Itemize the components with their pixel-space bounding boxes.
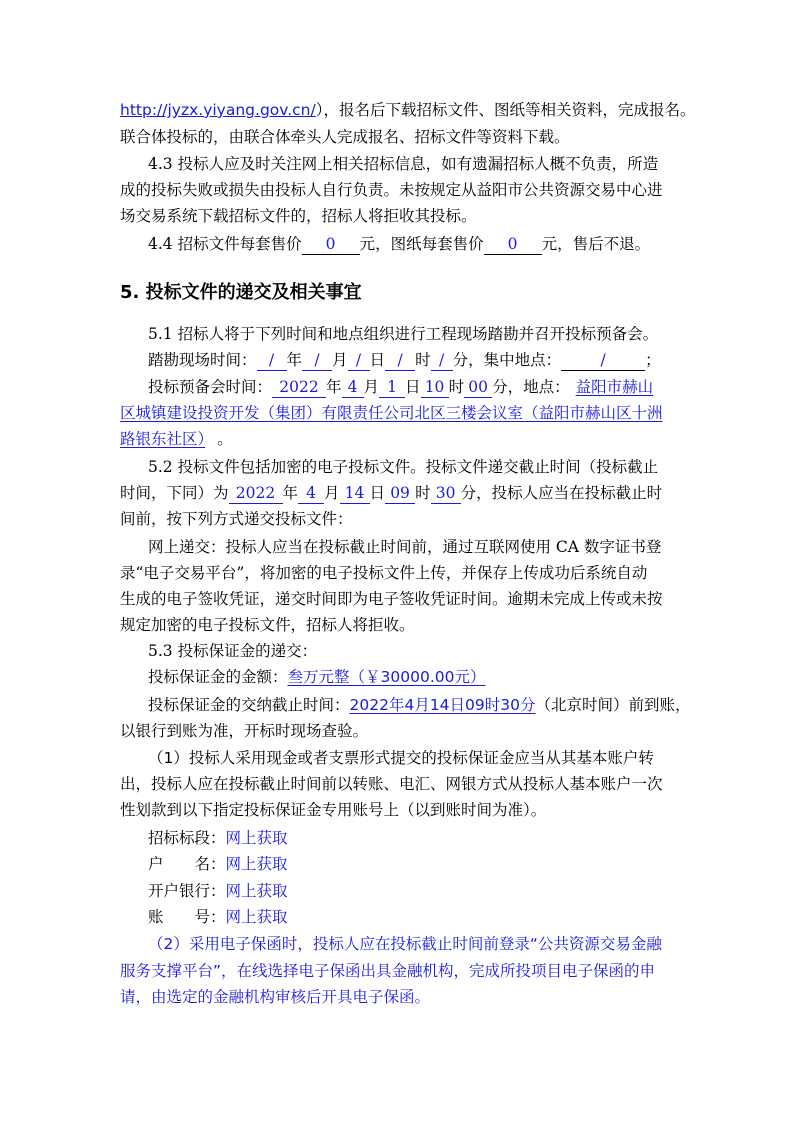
account-row [148,878,680,904]
text: 。 [217,430,233,448]
deadline-hour: 09 [385,483,415,504]
account-value: 网上获取 [225,908,288,926]
account-value: 网上获取 [225,829,288,847]
label: 投标预备会时间： [148,378,273,396]
paragraph-line [120,480,680,506]
survey-hour: / [385,350,415,371]
text: （北京时间）前到账， [535,696,691,714]
account-row [148,904,680,930]
text: 元，图纸每套售价 [359,235,484,253]
survey-place: / [561,350,645,371]
paragraph-line [120,426,680,452]
text: 时间，下同）为 [120,484,229,502]
text: ），报名后下载招标文件、图纸等相关资料，完成报名。 [315,101,696,119]
registration-link[interactable]: http://jyzx.yiyang.gov.cn/ [120,101,316,119]
paragraph-line [148,664,680,690]
account-row [148,825,680,851]
pre-year: 2022 [272,377,326,398]
label: 投标保证金的金额： [148,668,288,686]
meeting-place: 区城镇建设投资开发（集团）有限责任公司北区三楼会议室（益阳市赫山区十洲 [120,404,663,422]
unit: 时 [448,378,465,396]
paragraph-line: 规定加密的电子投标文件，招标人将拒收。 [120,616,415,634]
paragraph-line: 5.1 招标人将于下列时间和地点组织进行工程现场踏勘并召开投标预备会。 [148,325,659,343]
paragraph-line: 出，投标人应在投标截止时间前以转账、电汇、网银方式从投标人基本账户一次 [120,775,663,793]
unit: 分，地点： [492,378,570,396]
pre-minute: 00 [464,377,492,398]
unit: 日 [369,351,386,369]
paragraph-line: 5.3 投标保证金的递交： [148,642,318,660]
label: 踏勘现场时间： [148,351,257,369]
text: 元，售后不退。 [541,235,651,253]
survey-day: / [348,350,370,371]
unit: 日 [369,484,386,502]
account-label: 招标标段： [148,829,226,847]
paragraph-line: 间前，按下列方式递交投标文件： [120,510,353,528]
account-row [148,851,680,877]
paragraph-line: 成的投标失败或损失由投标人自行负责。未按规定从益阳市公共资源交易中心进 [120,181,663,199]
price-field: 0 [302,234,360,255]
paragraph-line [148,692,691,718]
deposit-deadline: 2022年4月14日09时30分 [349,696,536,714]
text: ； [645,351,661,369]
paragraph-line: 生成的电子签收凭证，递交时间即为电子签收凭证时间。逾期未完成上传或未按 [120,590,663,608]
deadline-minute: 30 [431,483,461,504]
account-label: 开户银行： [148,882,226,900]
unit: 月 [324,484,340,502]
pre-day: 1 [379,377,405,398]
meeting-place: 路银东社区） [120,430,206,448]
deposit-amount: 叁万元整（￥30000.00元） [287,668,486,686]
paragraph-line [148,347,680,373]
deadline-day: 14 [340,483,370,504]
unit: 时 [415,351,431,369]
label: 投标保证金的交纳截止时间： [148,696,350,714]
section-heading: 5. 投标文件的递交及相关事宜 [120,282,362,303]
paragraph-line: 以银行到账为准，开标时现场查验。 [120,722,369,740]
unit: 日 [405,378,421,396]
text: 分，投标人应当在投标截止时 [460,484,663,502]
paragraph-line: 性划款到以下指定投标保证金专用账号上（以到账时间为准）。 [120,801,547,819]
pre-month: 4 [342,377,364,398]
unit: 年 [286,351,303,369]
account-label: 户 名： [148,855,226,873]
unit: 年 [282,484,299,502]
survey-year: / [257,350,287,371]
account-value: 网上获取 [225,882,288,900]
unit: 分，集中地点： [452,351,562,369]
unit: 月 [332,351,348,369]
paragraph-line: 5.2 投标文件包括加密的电子投标文件。投标文件递交截止时间（投标截止 [148,458,659,476]
pre-hour: 10 [421,377,449,398]
paragraph-line [148,231,680,257]
paragraph-line: 场交易系统下载招标文件的，招标人将拒收其投标。 [120,207,477,225]
meeting-place: 益阳市赫山 [575,378,654,396]
survey-minute: / [431,350,453,371]
paragraph-line: 网上递交：投标人应当在投标截止时间前，通过互联网使用 CA 数字证书登 [148,538,662,556]
price-field: 0 [484,234,542,255]
paragraph-line: （2）采用电子保函时，投标人应在投标截止时间前登录“公共资源交易金融 [148,935,662,953]
paragraph-line [120,97,696,123]
text: 4.4 招标文件每套售价 [148,235,302,253]
unit: 年 [326,378,342,396]
paragraph-line: （1）投标人采用现金或者支票形式提交的投标保证金应当从其基本账户转 [148,749,654,767]
paragraph-line: 服务支撑平台”，在线选择电子保函出具金融机构，完成所投项目电子保函的申 [120,962,656,980]
account-value: 网上获取 [225,855,288,873]
paragraph-line: 联合体投标的，由联合体牵头人完成报名、招标文件等资料下载。 [120,128,570,146]
unit: 时 [415,484,431,502]
deadline-month: 4 [298,483,324,504]
account-label: 账 号： [148,908,226,926]
paragraph-line: 录“电子交易平台”，将加密的电子投标文件上传，并保存上传成功后系统自动 [120,564,648,582]
unit: 月 [363,378,380,396]
paragraph-line [148,374,680,400]
paragraph-line: 请，由选定的金融机构审核后开具电子保函。 [120,988,431,1006]
deadline-year: 2022 [229,483,283,504]
paragraph-line: 4.3 投标人应及时关注网上相关招标信息，如有遗漏招标人概不负责，所造 [148,155,659,173]
survey-month: / [302,350,332,371]
